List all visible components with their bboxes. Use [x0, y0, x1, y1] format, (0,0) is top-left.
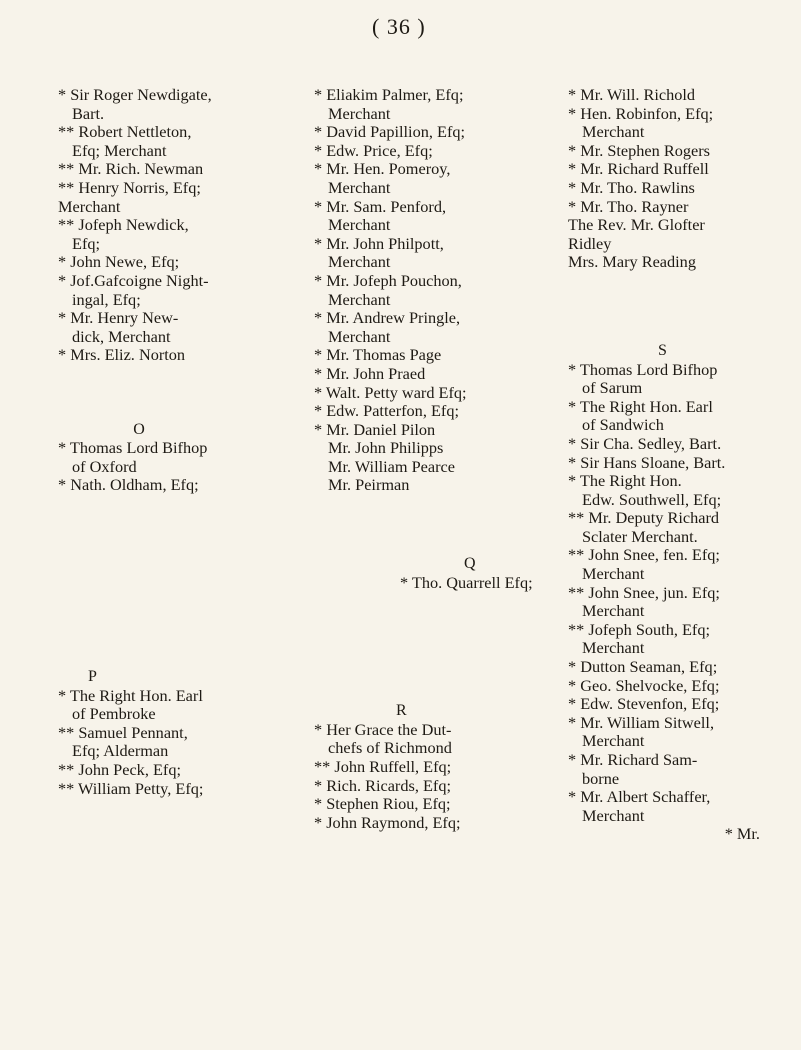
subscriber-entry: ** John Snee, jun. Efq; [568, 582, 720, 602]
subscriber-entry: ** John Ruffell, Efq; [314, 757, 452, 777]
subscriber-entry: The Rev. Mr. Glofter [568, 215, 705, 235]
subscriber-entry: * Thomas Lord Bifhop [58, 438, 208, 458]
subscriber-entry: * Mr. John Praed [314, 363, 426, 383]
subscriber-entry: of Pembroke [72, 704, 156, 724]
subscriber-entry: Merchant [582, 731, 645, 751]
subscriber-entry: Mrs. Mary Reading [568, 252, 696, 272]
subscriber-entry: * Her Grace the Dut- [314, 719, 452, 739]
subscriber-entry: * Mr. Daniel Pilon [314, 419, 436, 439]
subscriber-entry: Merchant [582, 638, 645, 658]
subscriber-entry: Mr. John Philipps [328, 438, 444, 458]
column-3 [568, 86, 790, 844]
subscriber-entry: Ridley [568, 233, 612, 253]
subscriber-entry: * The Right Hon. Earl [568, 396, 713, 416]
subscriber-entry: * Edw. Price, Efq; [314, 140, 433, 160]
subscriber-entry: of Sarum [582, 378, 643, 398]
subscriber-entry: * Mr. Hen. Pomeroy, [314, 159, 451, 179]
subscriber-entry: * Jof.Gafcoigne Night- [58, 270, 209, 290]
section-letter-r: R [396, 702, 407, 720]
section-letter-s: S [658, 341, 667, 359]
subscriber-entry: Merchant [58, 196, 121, 216]
subscriber-entry: Merchant [328, 326, 391, 346]
subscriber-entry: Mr. Peirman [328, 475, 410, 495]
section-letter-o: O [133, 420, 145, 438]
subscriber-entry: * Mr. Albert Schaffer, [568, 787, 711, 807]
subscriber-entry: Merchant [582, 564, 645, 584]
subscriber-entry: Merchant [328, 252, 391, 272]
subscriber-entry: * Mr. John Philpott, [314, 233, 444, 253]
subscriber-entry: * Eliakim Palmer, Efq; [314, 85, 464, 104]
catchword: * Mr. [724, 824, 760, 844]
subscriber-entry: * Mr. Richard Sam- [568, 750, 698, 769]
subscriber-entry: ** Jofeph South, Efq; [568, 619, 710, 639]
subscriber-entry: ** Jofeph Newdick, [58, 215, 189, 235]
subscriber-entry: * Mr. Will. Richold [568, 85, 696, 104]
subscriber-entry: ** Robert Nettleton, [58, 122, 192, 142]
subscriber-entry: dick, Merchant [72, 326, 171, 346]
subscriber-entry: * Dutton Seaman, Efq; [568, 657, 718, 677]
subscriber-entry: Merchant [328, 103, 391, 123]
subscriber-entry: of Sandwich [582, 415, 664, 435]
subscriber-entry: * Mr. Tho. Rayner [568, 196, 689, 216]
subscriber-entry: Bart. [72, 103, 105, 123]
subscriber-entry: * Mrs. Eliz. Norton [58, 345, 186, 365]
subscriber-entry: * Thomas Lord Bifhop [568, 359, 718, 379]
subscriber-entry: * Sir Hans Sloane, Bart. [568, 452, 726, 472]
subscriber-entry: ** Mr. Rich. Newman [58, 159, 204, 179]
subscriber-entry: * Mr. William Sitwell, [568, 712, 715, 732]
subscriber-entry: ** John Snee, fen. Efq; [568, 545, 720, 565]
subscriber-entry: Merchant [582, 601, 645, 621]
subscriber-entry: * Nath. Oldham, Efq; [58, 475, 199, 495]
subscriber-entry: ** William Petty, Efq; [58, 778, 204, 798]
subscriber-entry: Sclater Merchant. [582, 526, 698, 546]
subscriber-entry: of Oxford [72, 456, 137, 476]
subscriber-entry: * Hen. Robinfon, Efq; [568, 103, 714, 123]
subscriber-entry: Mr. William Pearce [328, 456, 455, 476]
subscriber-entry: Merchant [328, 215, 391, 235]
subscriber-entry: ** Samuel Pennant, [58, 722, 188, 742]
column-1 [58, 86, 280, 798]
subscriber-entry: * John Raymond, Efq; [314, 812, 461, 832]
subscriber-entry: Edw. Southwell, Efq; [582, 489, 722, 509]
subscriber-entry: * Edw. Stevenfon, Efq; [568, 694, 720, 714]
subscriber-entry: ** John Peck, Efq; [58, 760, 181, 780]
subscriber-entry: * Sir Roger Newdigate, [58, 85, 212, 104]
subscriber-entry: * Mr. Stephen Rogers [568, 140, 710, 160]
subscriber-entry: Efq; [72, 233, 101, 253]
subscriber-entry: chefs of Richmond [328, 738, 452, 758]
subscriber-entry: * Mr. Jofeph Pouchon, [314, 270, 462, 290]
subscriber-entry: * Rich. Ricards, Efq; [314, 775, 452, 795]
subscriber-entry: Merchant [328, 177, 391, 197]
subscriber-entry: * Walt. Petty ward Efq; [314, 382, 467, 402]
subscriber-entry: Efq; Merchant [72, 140, 167, 160]
subscriber-entry: * Stephen Riou, Efq; [314, 794, 451, 814]
subscriber-entry: * Mr. Henry New- [58, 308, 179, 328]
subscriber-entry: Merchant [582, 122, 645, 142]
section-letter-p: P [88, 668, 97, 686]
subscriber-entry: * The Right Hon. Earl [58, 685, 203, 705]
subscriber-entry: * Edw. Patterfon, Efq; [314, 401, 459, 421]
subscriber-entry: * Mr. Andrew Pringle, [314, 308, 461, 328]
subscriber-entry: * Mr. Thomas Page [314, 345, 442, 365]
subscriber-entry: * The Right Hon. [568, 471, 682, 491]
section-letter-q: Q [464, 555, 476, 573]
subscriber-entry: * Sir Cha. Sedley, Bart. [568, 433, 722, 453]
subscriber-entry: borne [582, 768, 620, 788]
subscriber-entry: * Mr. Tho. Rawlins [568, 177, 695, 197]
subscriber-entry: ** Mr. Deputy Richard [568, 508, 720, 528]
column-2 [314, 86, 536, 832]
subscriber-entry: * John Newe, Efq; [58, 252, 180, 272]
subscriber-entry: Merchant [328, 289, 391, 309]
subscriber-entry: * Tho. Quarrell Efq; [400, 572, 533, 592]
subscriber-entry: Efq; Alderman [72, 741, 169, 761]
subscriber-entry: ** Henry Norris, Efq; [58, 177, 201, 197]
page-number: ( 36 ) [372, 14, 426, 39]
subscriber-entry: ingal, Efq; [72, 289, 141, 309]
subscriber-entry: * Geo. Shelvocke, Efq; [568, 675, 720, 695]
subscriber-entry: * Mr. Richard Ruffell [568, 159, 709, 179]
subscriber-entry: Merchant [582, 805, 645, 825]
subscriber-entry: * Mr. Sam. Penford, [314, 196, 447, 216]
subscriber-entry: * David Papillion, Efq; [314, 122, 466, 142]
